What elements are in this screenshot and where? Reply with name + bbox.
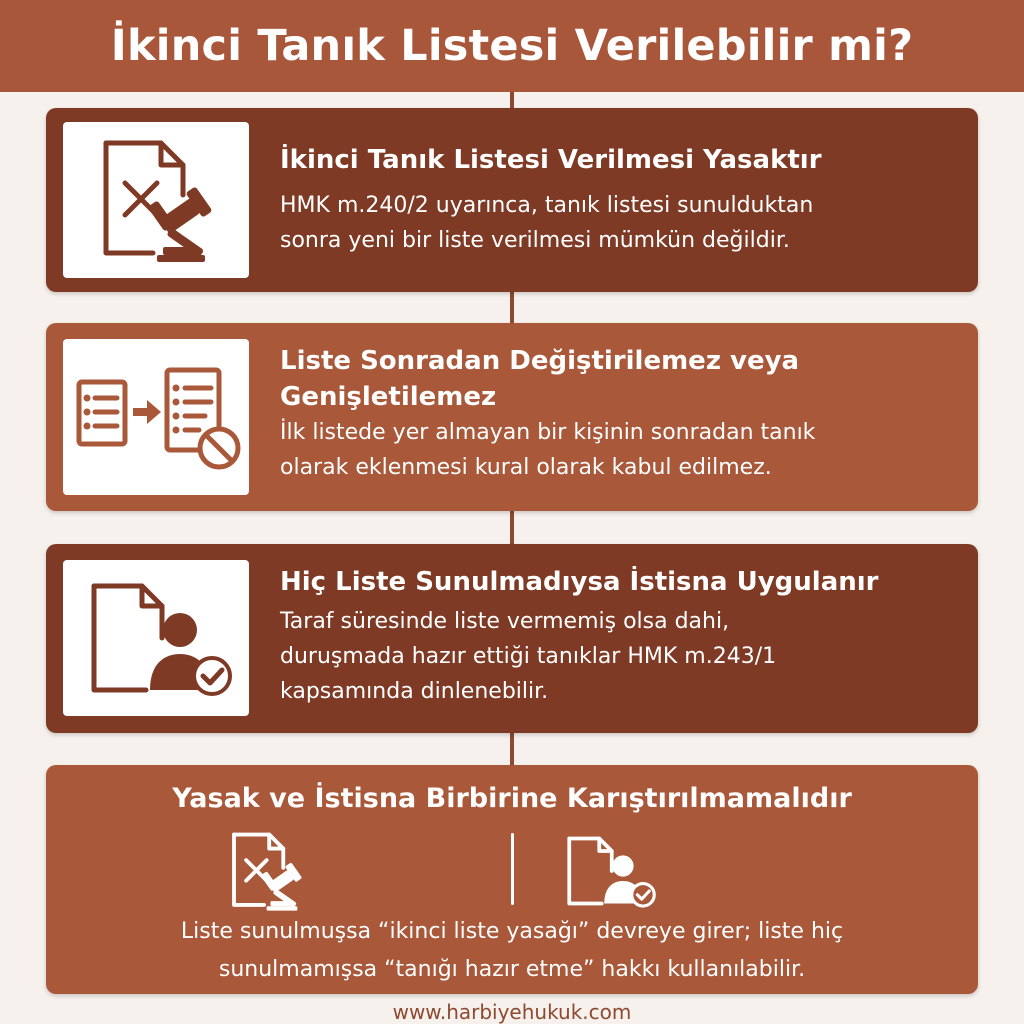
document-person-check-icon xyxy=(76,578,236,698)
summary-icons xyxy=(46,829,978,917)
document-gavel-prohibited-icon xyxy=(218,829,314,913)
summary-body-line: sunulmamışsa “tanığı hazır etme” hakkı kullanılabilir. xyxy=(218,957,806,982)
card-icon-box xyxy=(63,122,249,278)
card-body-line: sonra yeni bir liste verilmesi mümkün değildir. xyxy=(280,228,790,253)
card-body-line: İlk listede yer almayan bir kişinin sonradan tanık xyxy=(280,420,816,445)
card-body-line: HMK m.240/2 uyarınca, tanık listesi sunulduktan xyxy=(280,193,814,218)
card-body-line: Taraf süresinde liste vermemiş olsa dahi, xyxy=(280,609,730,634)
card-text xyxy=(280,564,960,709)
header-banner xyxy=(0,0,1024,92)
card-icon-box xyxy=(63,560,249,716)
rule-card-second-list-prohibited xyxy=(46,108,978,292)
card-body-line: duruşmada hazır ettiği tanıklar HMK m.243/1 xyxy=(280,644,777,669)
summary-divider xyxy=(511,833,514,905)
summary-body-line: Liste sunulmuşsa “ikinci liste yasağı” devreye girer; liste hiç xyxy=(180,919,844,944)
list-change-blocked-icon xyxy=(71,362,241,472)
document-gavel-prohibited-icon xyxy=(81,135,231,265)
card-title: İkinci Tanık Listesi Verilmesi Yasaktır xyxy=(280,145,822,175)
card-icon-box xyxy=(63,339,249,495)
document-person-check-icon xyxy=(558,831,658,911)
footer-website: www.harbiyehukuk.com xyxy=(392,1000,632,1024)
card-title: Liste Sonradan Değiştirilemez veya Genişletilemez xyxy=(280,346,800,412)
card-title: Hiç Liste Sunulmadıysa İstisna Uygulanır xyxy=(280,567,879,597)
page-title: İkinci Tanık Listesi Verilebilir mi? xyxy=(110,21,914,71)
summary-body xyxy=(46,913,978,989)
card-text xyxy=(280,343,960,485)
summary-card xyxy=(46,765,978,994)
card-text xyxy=(280,142,960,258)
card-body-line: kapsamında dinlenebilir. xyxy=(280,679,549,704)
rule-card-list-not-extendable xyxy=(46,323,978,511)
summary-title: Yasak ve İstisna Birbirine Karıştırılmamalıdır xyxy=(172,783,852,814)
card-body-line: olarak eklenmesi kural olarak kabul edilmez. xyxy=(280,455,772,480)
rule-card-exception-applies xyxy=(46,544,978,733)
